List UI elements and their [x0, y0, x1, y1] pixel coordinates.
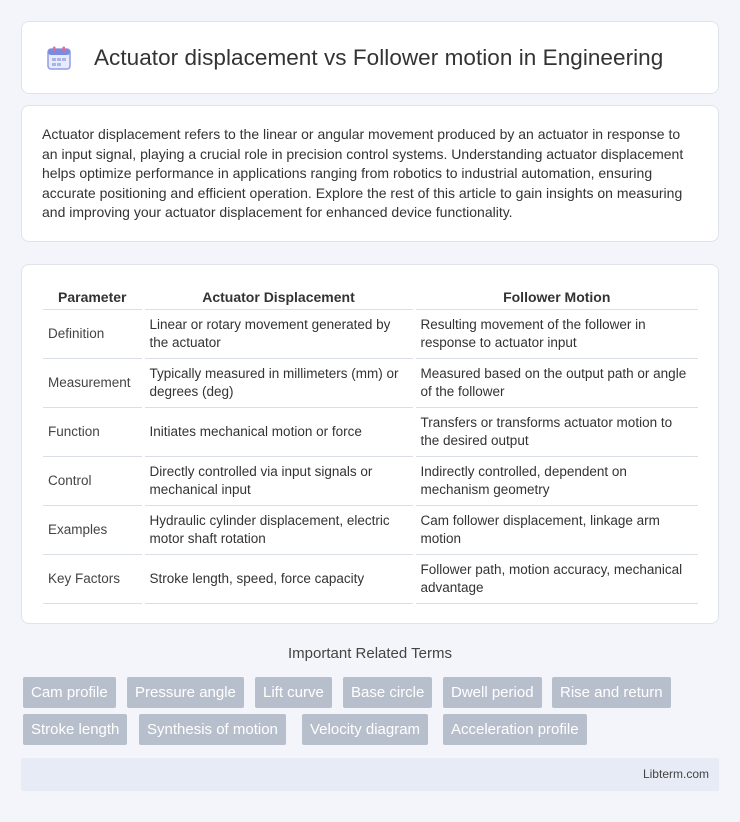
table-cell: Measurement — [43, 358, 143, 407]
table-cell: Follower path, motion accuracy, mechanical advantage — [414, 554, 698, 603]
intro-card — [21, 105, 719, 242]
table-cell: Typically measured in millimeters (mm) or degrees (deg) — [143, 358, 414, 407]
calendar-icon — [46, 45, 72, 71]
page-title: Actuator displacement vs Follower motion in Engineering — [94, 44, 664, 70]
column-header: Actuator Displacement — [143, 285, 414, 309]
table-row — [43, 554, 698, 603]
related-term-tag[interactable]: Stroke length — [23, 714, 127, 745]
related-term-tag[interactable]: Base circle — [343, 677, 432, 708]
table-cell: Linear or rotary movement generated by the actuator — [143, 309, 414, 358]
table-cell: Transfers or transforms actuator motion to the desired output — [414, 407, 698, 456]
table-cell: Measured based on the output path or angle of the follower — [414, 358, 698, 407]
related-term-tag[interactable]: Velocity diagram — [302, 714, 428, 745]
header-card — [21, 21, 719, 94]
table-cell: Resulting movement of the follower in response to actuator input — [414, 309, 698, 358]
footer-site-link[interactable]: Libterm.com — [642, 767, 709, 781]
table-cell: Indirectly controlled, dependent on mechanism geometry — [414, 456, 698, 505]
table-cell: Function — [43, 407, 143, 456]
footer — [21, 758, 719, 791]
table-header-row — [43, 285, 698, 309]
related-term-tag[interactable]: Dwell period — [443, 677, 542, 708]
table-cell: Definition — [43, 309, 143, 358]
table-cell: Hydraulic cylinder displacement, electric motor shaft rotation — [143, 505, 414, 554]
table-row — [43, 456, 698, 505]
intro-text: Actuator displacement refers to the linear or angular movement produced by an actuator in response to an input signal, playing a crucial role in precision control systems. Understanding actuator displacement helps optimize performance in applications ranging from robotics to industrial automation, ensuring accurate positioning and efficient operation. Explore the rest of this article to gain insights on measuring and improving your actuator displacement for enhanced device functionality. — [42, 126, 684, 221]
table-cell: Initiates mechanical motion or force — [143, 407, 414, 456]
related-term-tag[interactable]: Synthesis of motion — [139, 714, 286, 745]
table-row — [43, 358, 698, 407]
related-terms-title: Important Related Terms — [288, 645, 452, 662]
table-cell: Cam follower displacement, linkage arm motion — [414, 505, 698, 554]
column-header: Parameter — [43, 285, 143, 309]
related-term-tag[interactable]: Pressure angle — [127, 677, 244, 708]
table-cell: Examples — [43, 505, 143, 554]
table-cell: Stroke length, speed, force capacity — [143, 554, 414, 603]
table-row — [43, 407, 698, 456]
table-cell: Control — [43, 456, 143, 505]
related-term-tag[interactable]: Cam profile — [23, 677, 116, 708]
table-row — [43, 505, 698, 554]
related-term-tag[interactable]: Acceleration profile — [443, 714, 587, 745]
comparison-card — [21, 264, 719, 624]
table-cell: Directly controlled via input signals or mechanical input — [143, 456, 414, 505]
related-term-tag[interactable]: Lift curve — [255, 677, 332, 708]
table-row — [43, 309, 698, 358]
comparison-table — [43, 285, 698, 604]
column-header: Follower Motion — [414, 285, 698, 309]
table-cell: Key Factors — [43, 554, 143, 603]
related-term-tag[interactable]: Rise and return — [552, 677, 671, 708]
